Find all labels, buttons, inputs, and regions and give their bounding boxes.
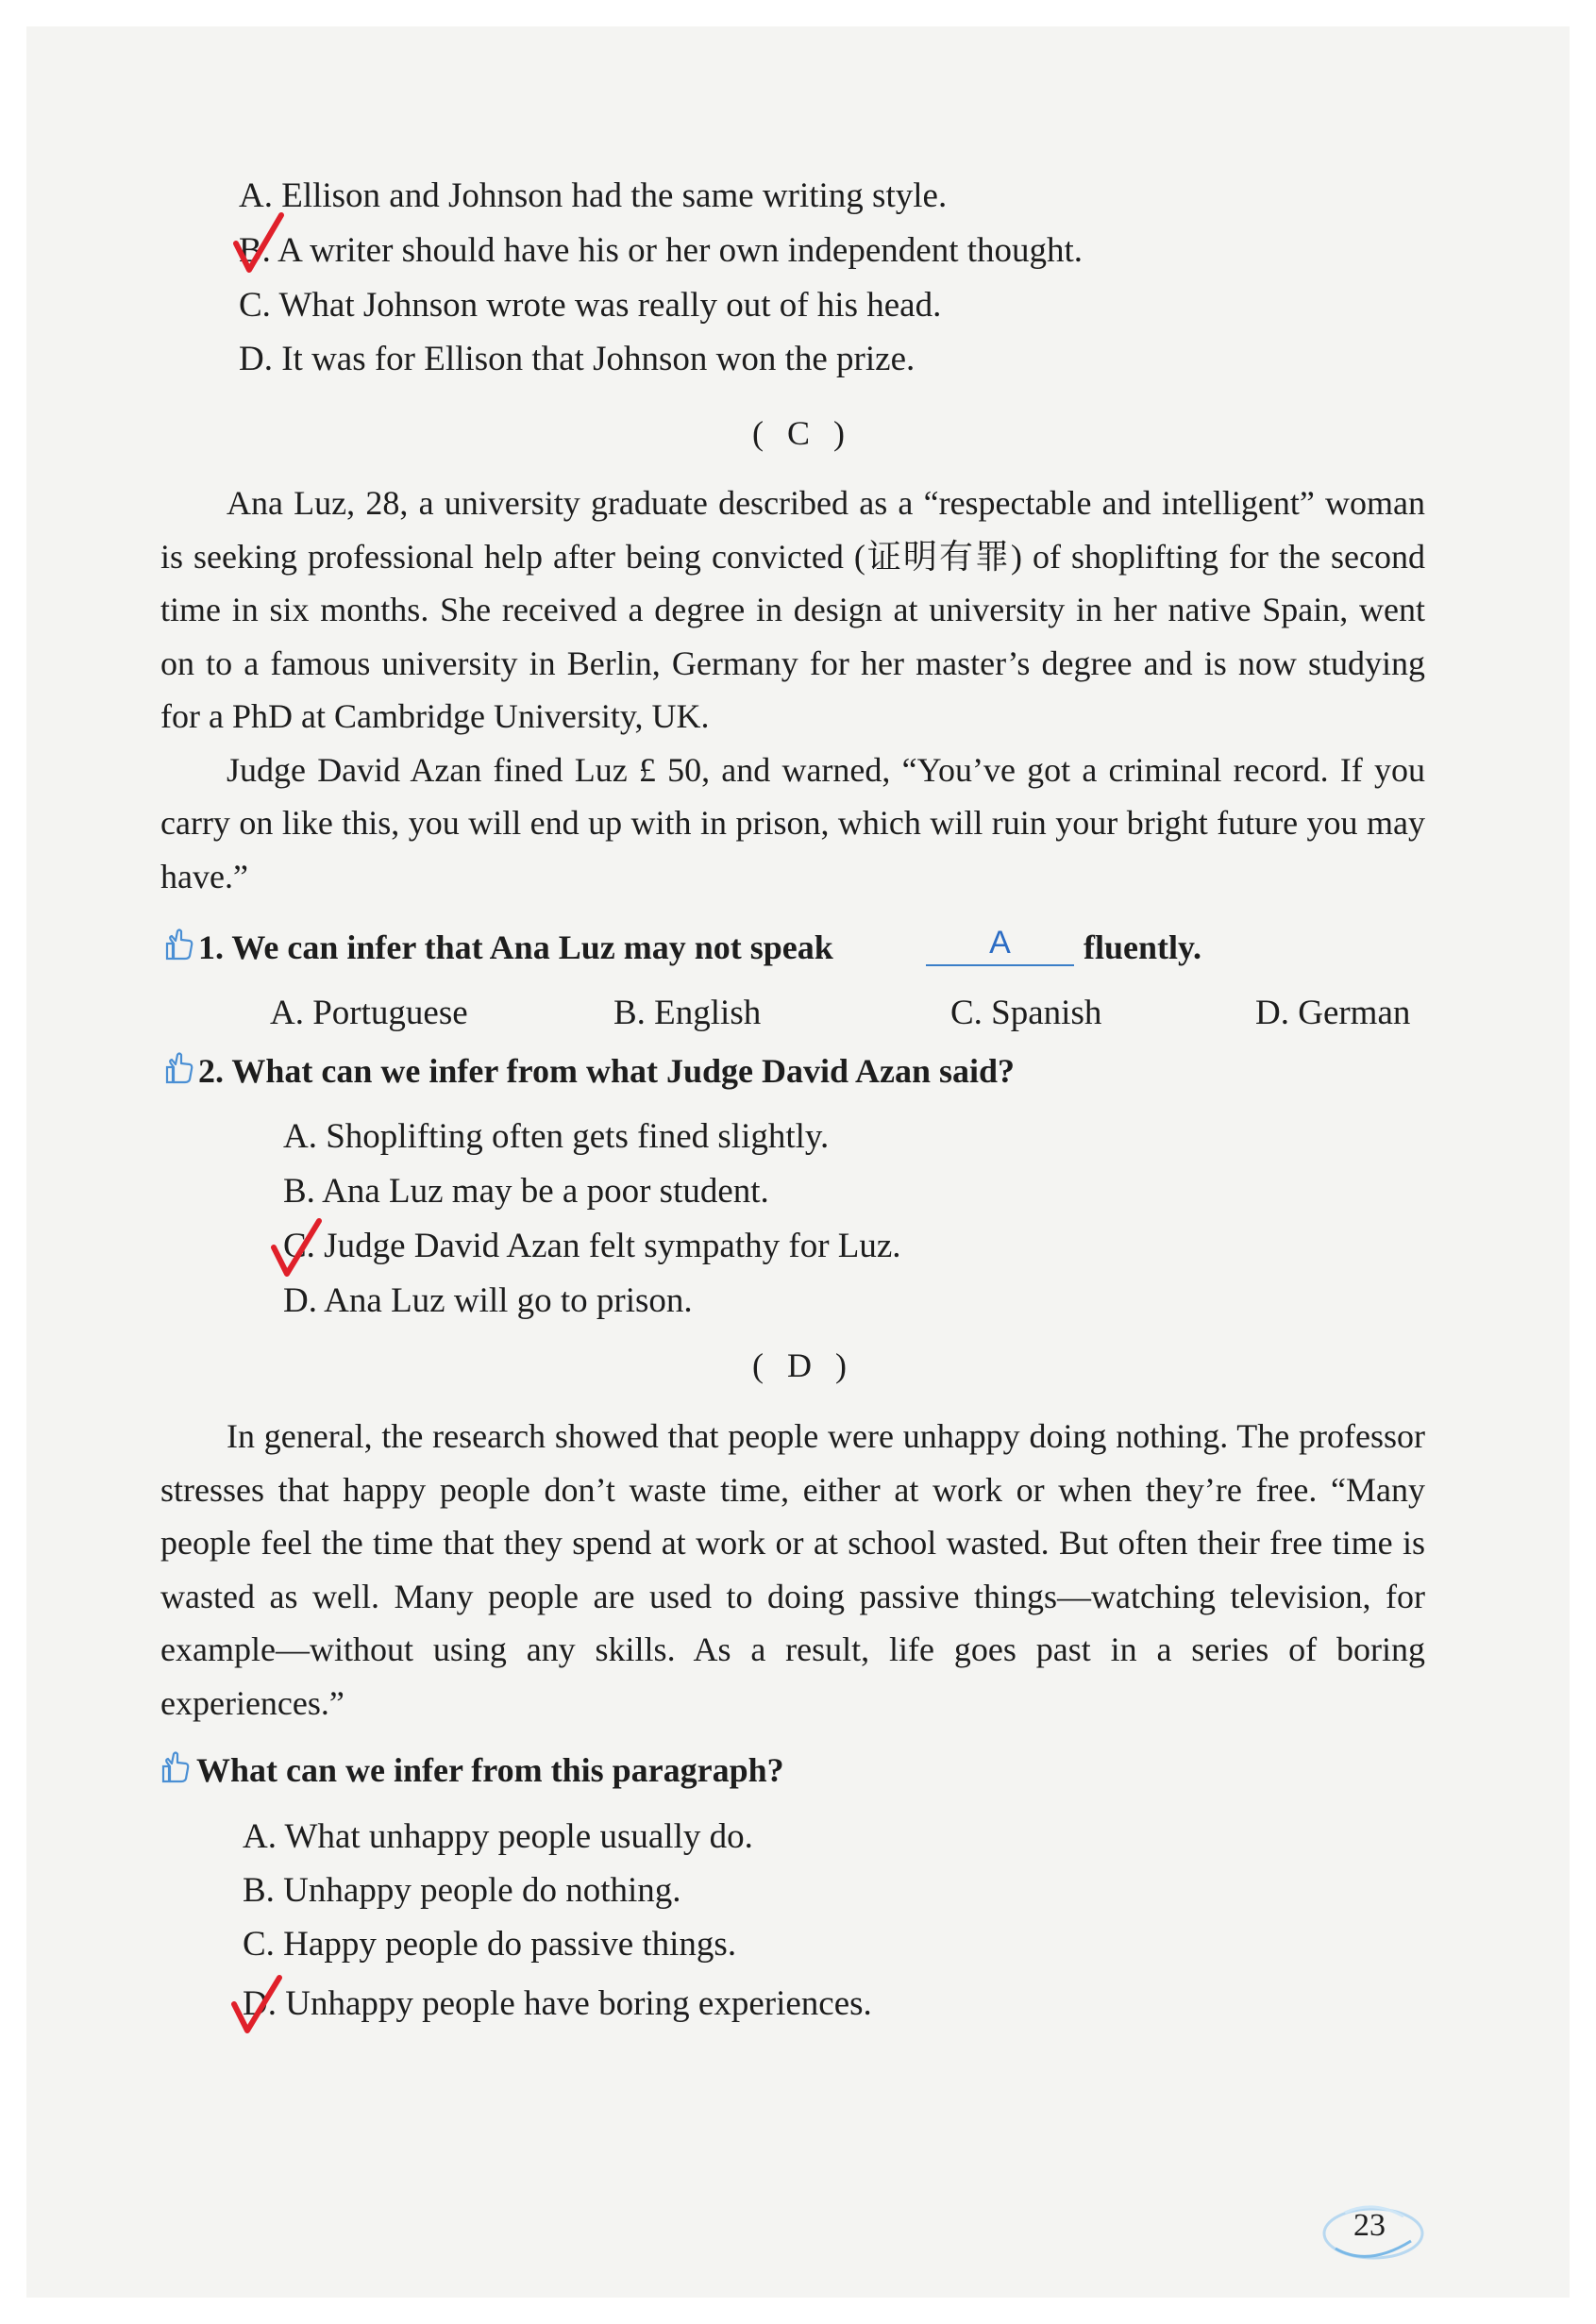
question-d-text: What can we infer from this paragraph? — [196, 1751, 784, 1789]
hand-pointer-icon — [160, 1751, 191, 1783]
option-c1-d: D. German — [1255, 994, 1411, 1032]
option-d-d: D. Unhappy people have boring experiences. — [243, 1984, 872, 2023]
check-mark-icon — [270, 1215, 327, 1281]
section-c-paragraph-1: Ana Luz, 28, a university graduate described as a “respectable and intelligent” woman is seeking professional help after being convicted (证明有罪) of shoplifting for the second time in six months. She received a degree in design at university in her native Spain, went on to a famous university in Berlin, Germany for her master’s degree and is now studying for a PhD at Cambridge University, UK. — [160, 484, 1425, 735]
hand-pointer-icon — [164, 1052, 194, 1084]
question-c1-text: 1. We can infer that Ana Luz may not speak — [198, 928, 833, 966]
answer-blank[interactable]: A — [926, 925, 1074, 966]
hand-pointer-icon — [164, 928, 194, 961]
option-c1-a: A. Portuguese — [270, 994, 468, 1032]
question-c2-text: 2. What can we infer from what Judge David Azan said? — [198, 1052, 1016, 1090]
option-c2-d: D. Ana Luz will go to prison. — [283, 1281, 693, 1320]
option-d-a: A. What unhappy people usually do. — [243, 1817, 753, 1856]
option-d-c: C. Happy people do passive things. — [243, 1925, 737, 1964]
option-c1-c: C. Spanish — [950, 994, 1102, 1032]
section-d-heading: ( D ) — [752, 1346, 854, 1384]
question-c1-suffix: fluently. — [1084, 928, 1202, 966]
check-mark-icon — [232, 209, 289, 277]
section-c-heading: ( C ) — [752, 414, 852, 452]
section-d-paragraph: In general, the research showed that people were unhappy doing nothing. The professor stresses that happy people don’t waste time, either at work or when they’re free. “Many people feel the time that they spend at work or at school wasted. But often their free time is wasted as well. Many people are used to doing passive things—watching television, for example—without using any skills. As a result, life goes past in a series of boring experiences.” — [160, 1417, 1425, 1722]
section-d-passage — [160, 1410, 1425, 1730]
check-mark-icon — [230, 1972, 287, 2038]
option-c1-b: B. English — [613, 994, 762, 1032]
section-c-paragraph-2: Judge David Azan fined Luz £ 50, and warned, “You’ve got a criminal record. If you carry on like this, you will end up with in prison, which will ruin your bright future you may have.” — [160, 750, 1425, 895]
option-c2-b: B. Ana Luz may be a poor student. — [283, 1172, 769, 1211]
option-c2-a: A. Shoplifting often gets fined slightly. — [283, 1117, 830, 1156]
option-b-d: D. It was for Ellison that Johnson won the prize. — [239, 340, 916, 378]
section-c-passage — [160, 477, 1425, 903]
page-number: 23 — [1353, 2208, 1386, 2243]
option-c2-c: C. Judge David Azan felt sympathy for Luz. — [283, 1227, 901, 1265]
option-d-b: B. Unhappy people do nothing. — [243, 1871, 681, 1910]
option-b-a: A. Ellison and Johnson had the same writing style. — [239, 176, 948, 215]
option-b-c: C. What Johnson wrote was really out of his head. — [239, 286, 942, 325]
option-b-b: B. A writer should have his or her own independent thought. — [239, 231, 1084, 270]
